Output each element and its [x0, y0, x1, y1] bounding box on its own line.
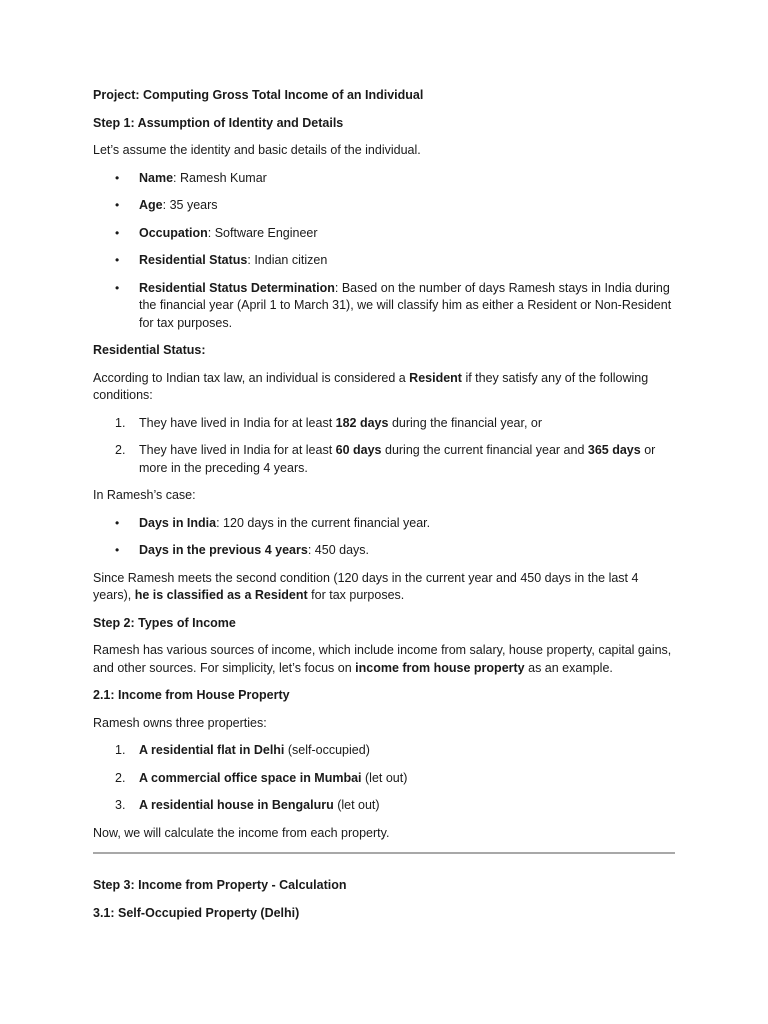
property-name: A residential flat in Delhi — [139, 743, 285, 757]
document-title: Project: Computing Gross Total Income of an Individual — [93, 88, 424, 102]
text-run-bold: he is classified as a Resident — [134, 588, 308, 602]
step3-heading: Step 3: Income from Property - Calculation — [93, 878, 347, 892]
identity-details-list — [93, 170, 679, 333]
detail-label: Occupation — [139, 225, 208, 240]
text-run: for tax purposes. — [307, 588, 405, 602]
list-item — [93, 542, 679, 560]
detail-label: Residential Status — [139, 253, 248, 267]
list-item — [93, 797, 679, 815]
text-run: They have lived in India for at least — [139, 443, 336, 457]
list-number: 3. — [115, 798, 126, 812]
list-item — [93, 742, 679, 760]
text-run: during the financial year, or — [388, 415, 543, 430]
section21-closing: Now, we will calculate the income from each property. — [93, 825, 390, 840]
list-item — [93, 225, 679, 243]
step2-heading: Step 2: Types of Income — [93, 615, 236, 630]
detail-value: : Software Engineer — [207, 225, 318, 240]
bullet-icon: • — [115, 280, 120, 295]
detail-label: Age — [139, 198, 163, 212]
text-run: if they satisfy any of the following conditions: — [93, 370, 649, 402]
text-run: According to Indian tax law, an individual is considered a — [93, 370, 410, 385]
property-note: (let out) — [361, 770, 408, 785]
list-number: 1. — [115, 415, 126, 430]
text-run-bold: Resident — [409, 370, 462, 385]
section21-heading: 2.1: Income from House Property — [93, 688, 290, 702]
text-run-bold: 365 days — [587, 443, 641, 457]
list-number: 2. — [115, 443, 126, 457]
list-number: 2. — [115, 770, 126, 785]
list-item — [93, 442, 679, 477]
detail-label: Days in India — [139, 515, 217, 530]
case-details-list — [93, 515, 679, 560]
detail-value: : 450 days. — [307, 543, 369, 557]
bullet-icon: • — [115, 225, 120, 240]
list-item — [93, 415, 679, 433]
text-run: as an example. — [524, 660, 613, 675]
text-run: Ramesh has various sources of income, which include income from salary, house property, capital gains, and other sources. For simplicity, let’s focus on — [93, 643, 672, 675]
bullet-icon: • — [115, 543, 120, 557]
detail-value: : Indian citizen — [247, 253, 328, 267]
property-note: (self-occupied) — [284, 743, 370, 757]
text-run: or more in the preceding 4 years. — [139, 443, 656, 475]
list-item — [93, 252, 679, 270]
bullet-icon: • — [115, 253, 120, 267]
list-number: 1. — [115, 743, 126, 757]
residential-intro — [93, 370, 679, 405]
properties-list — [93, 742, 679, 815]
property-name: A commercial office space in Mumbai — [139, 770, 362, 785]
step1-intro: Let’s assume the identity and basic details of the individual. — [93, 143, 421, 157]
horizontal-divider — [93, 852, 675, 854]
list-item — [93, 197, 679, 215]
list-item — [93, 170, 679, 188]
detail-value: : 35 years — [162, 198, 218, 212]
bullet-icon: • — [115, 198, 120, 212]
text-run-bold: 60 days — [335, 443, 382, 457]
residential-conclusion — [93, 570, 679, 605]
detail-value: : Ramesh Kumar — [173, 170, 267, 185]
list-item — [93, 515, 679, 533]
text-run: during the current financial year and — [381, 443, 588, 457]
detail-label: Name — [139, 170, 174, 185]
step3-subheading: 3.1: Self-Occupied Property (Delhi) — [93, 905, 300, 920]
detail-value: : Based on the number of days Ramesh stays in India during the financial year (April 1 to March 31), we will classify him as either a Resident or Non-Resident for tax purposes. — [139, 280, 672, 330]
residential-status-heading: Residential Status: — [93, 343, 206, 357]
text-run: Since Ramesh meets the second condition (120 days in the current year and 450 days in the last 4 years), — [93, 570, 639, 602]
detail-value: : 120 days in the current financial year. — [216, 515, 431, 530]
bullet-icon: • — [115, 515, 120, 530]
document-page — [93, 87, 679, 932]
bullet-icon: • — [115, 170, 120, 185]
detail-label: Residential Status Determination — [139, 280, 335, 295]
property-note: (let out) — [333, 798, 380, 812]
text-run: They have lived in India for at least — [139, 415, 336, 430]
text-run-bold: income from house property — [355, 660, 525, 675]
list-item — [93, 280, 679, 333]
list-item — [93, 770, 679, 788]
step2-intro — [93, 642, 679, 677]
text-run-bold: 182 days — [335, 415, 389, 430]
section21-intro: Ramesh owns three properties: — [93, 715, 267, 730]
property-name: A residential house in Bengaluru — [139, 798, 334, 812]
detail-label: Days in the previous 4 years — [139, 543, 308, 557]
step1-heading: Step 1: Assumption of Identity and Details — [93, 115, 344, 130]
case-intro: In Ramesh’s case: — [93, 488, 196, 502]
conditions-list — [93, 415, 679, 478]
